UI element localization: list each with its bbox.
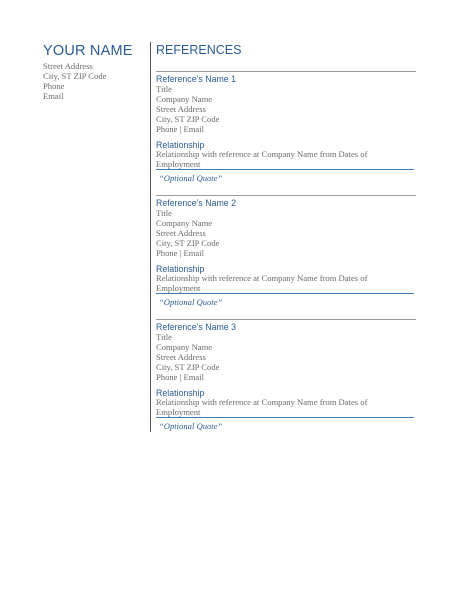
optional-quote: “Optional Quote” [159, 173, 223, 183]
relationship-text: Relationship with reference at Company Name from Dates of Employment [156, 149, 368, 169]
optional-quote: “Optional Quote” [159, 297, 223, 307]
relationship-heading: Relationship [156, 264, 205, 274]
reference-phone-email: Phone | Email [156, 371, 205, 382]
reference-top-rule [156, 71, 416, 72]
reference-street: Street Address [156, 351, 206, 362]
contact-email: Email [43, 91, 64, 101]
contact-phone: Phone [43, 81, 65, 91]
relationship-text: Relationship with reference at Company Name from Dates of Employment [156, 397, 368, 417]
reference-name: Reference’s Name 1 [156, 74, 237, 84]
reference-city: City, ST ZIP Code [156, 361, 220, 372]
relationship-heading: Relationship [156, 388, 205, 398]
reference-name: Reference’s Name 2 [156, 198, 237, 208]
reference-city: City, ST ZIP Code [156, 237, 220, 248]
reference-details [156, 85, 219, 135]
reference-top-rule [156, 319, 416, 320]
contact-city: City, ST ZIP Code [43, 71, 107, 81]
your-name: YOUR NAME [43, 43, 133, 59]
relationship-text: Relationship with reference at Company Name from Dates of Employment [156, 273, 368, 293]
reference-phone-email: Phone | Email [156, 247, 205, 258]
reference-quote-rule [156, 417, 414, 418]
reference-company: Company Name [156, 93, 213, 104]
reference-title: Title [156, 84, 172, 94]
reference-street: Street Address [156, 103, 206, 114]
reference-company: Company Name [156, 341, 213, 352]
reference-title: Title [156, 208, 172, 218]
contact-street: Street Address [43, 61, 93, 71]
contact-block [43, 42, 143, 101]
reference-details [156, 333, 219, 383]
reference-top-rule [156, 195, 416, 196]
optional-quote: “Optional Quote” [159, 421, 223, 431]
references-section [156, 42, 416, 431]
reference-phone-email: Phone | Email [156, 123, 205, 134]
column-divider [150, 42, 151, 432]
reference-details [156, 209, 219, 259]
section-title: REFERENCES [156, 43, 242, 57]
reference-title: Title [156, 332, 172, 342]
reference-street: Street Address [156, 227, 206, 238]
reference-company: Company Name [156, 217, 213, 228]
relationship-heading: Relationship [156, 140, 205, 150]
reference-quote-rule [156, 293, 414, 294]
reference-quote-rule [156, 169, 414, 170]
reference-city: City, ST ZIP Code [156, 113, 220, 124]
reference-name: Reference’s Name 3 [156, 322, 237, 332]
